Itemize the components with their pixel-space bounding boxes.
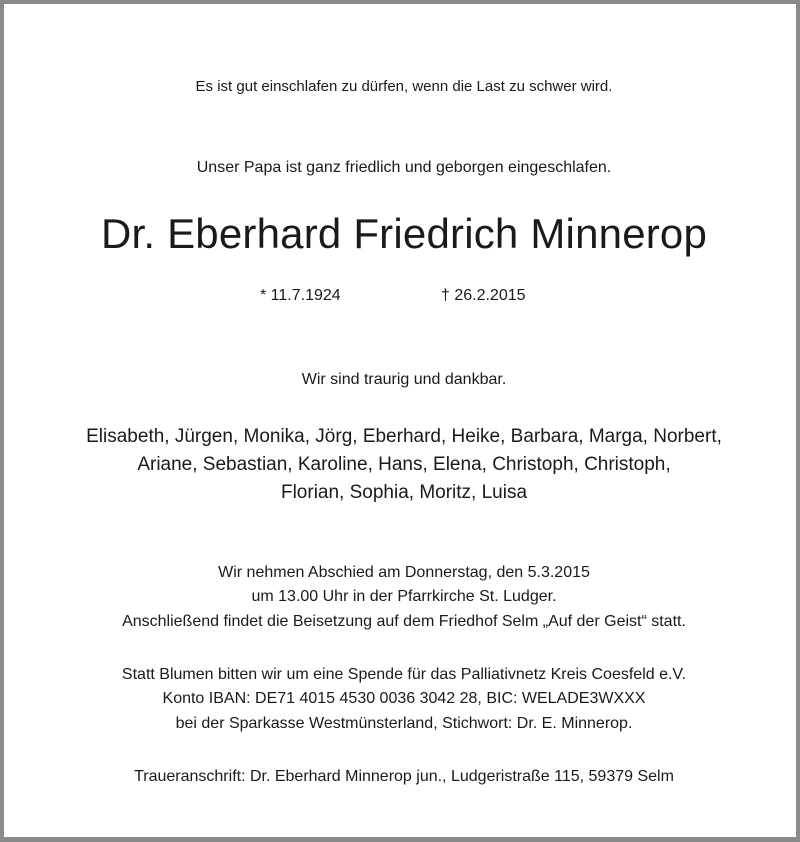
donation-info-line: Statt Blumen bitten wir um eine Spende für das Palliativnetz Kreis Coesfeld e.V.	[121, 666, 687, 683]
death-date: † 26.2.2015	[441, 287, 526, 304]
family-names-line: Elisabeth, Jürgen, Monika, Jörg, Eberhard, Heike, Barbara, Marga, Norbert,	[86, 426, 722, 447]
service-info-line: Wir nehmen Abschied am Donnerstag, den 5.3.2015	[218, 564, 590, 581]
thanks-text: Wir sind traurig und dankbar.	[301, 371, 507, 388]
donation-info-line: Konto IBAN: DE71 4015 4530 0036 3042 28, BIC: WELADE3WXXX	[162, 690, 646, 707]
family-names-line: Ariane, Sebastian, Karoline, Hans, Elena, Christoph, Christoph,	[137, 454, 671, 475]
birth-date: * 11.7.1924	[260, 287, 341, 304]
service-info-line: Anschließend findet die Beisetzung auf dem Friedhof Selm „Auf der Geist“ statt.	[122, 613, 686, 630]
mourning-address: Traueranschrift: Dr. Eberhard Minnerop jun., Ludgeristraße 115, 59379 Selm	[134, 768, 674, 785]
intro-text: Unser Papa ist ganz friedlich und geborgen eingeschlafen.	[196, 159, 612, 176]
service-info-line: um 13.00 Uhr in der Pfarrkirche St. Ludger.	[251, 588, 557, 605]
donation-info-line: bei der Sparkasse Westmünsterland, Stichwort: Dr. E. Minnerop.	[175, 715, 633, 732]
family-names-line: Florian, Sophia, Moritz, Luisa	[280, 482, 528, 503]
motto-quote: Es ist gut einschlafen zu dürfen, wenn die Last zu schwer wird.	[195, 78, 613, 95]
deceased-name: Dr. Eberhard Friedrich Minnerop	[100, 210, 708, 257]
